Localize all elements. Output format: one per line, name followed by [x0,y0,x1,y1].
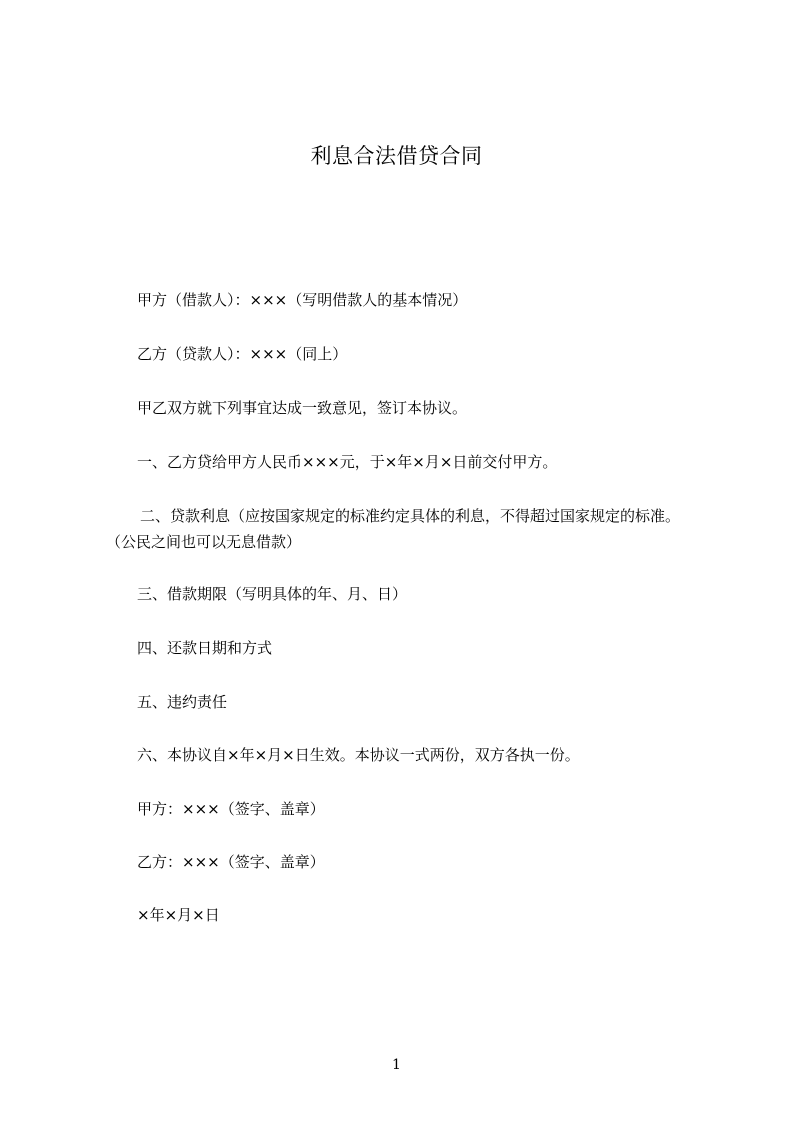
page-number: 1 [392,1057,401,1073]
clause-2-interest-note: （公民之间也可以无息借款） [106,533,302,551]
document-title: 利息合法借贷合同 [310,144,483,168]
signature-party-b: 乙方：×××（签字、盖章） [137,853,325,871]
clause-3-term: 三、借款期限（写明具体的年、月、日） [137,585,408,603]
clause-5-liability: 五、违约责任 [137,693,228,711]
party-b-lender: 乙方（贷款人）：×××（同上） [137,345,348,363]
clause-4-repayment: 四、还款日期和方式 [137,639,273,657]
agreement-intro: 甲乙双方就下列事宜达成一致意见，签订本协议。 [137,399,468,417]
signature-party-a: 甲方：×××（签字、盖章） [137,800,325,818]
clause-1-loan-amount: 一、乙方贷给甲方人民币×××元，于×年×月×日前交付甲方。 [137,453,558,471]
signature-date: ×年×月×日 [137,906,220,924]
party-a-borrower: 甲方（借款人）：×××（写明借款人的基本情况） [137,291,468,309]
clause-2-interest: 二、贷款利息（应按国家规定的标准约定具体的利息，不得超过国家规定的标准。 [140,507,681,525]
clause-6-effective: 六、本协议自×年×月×日生效。本协议一式两份，双方各执一份。 [137,746,580,764]
